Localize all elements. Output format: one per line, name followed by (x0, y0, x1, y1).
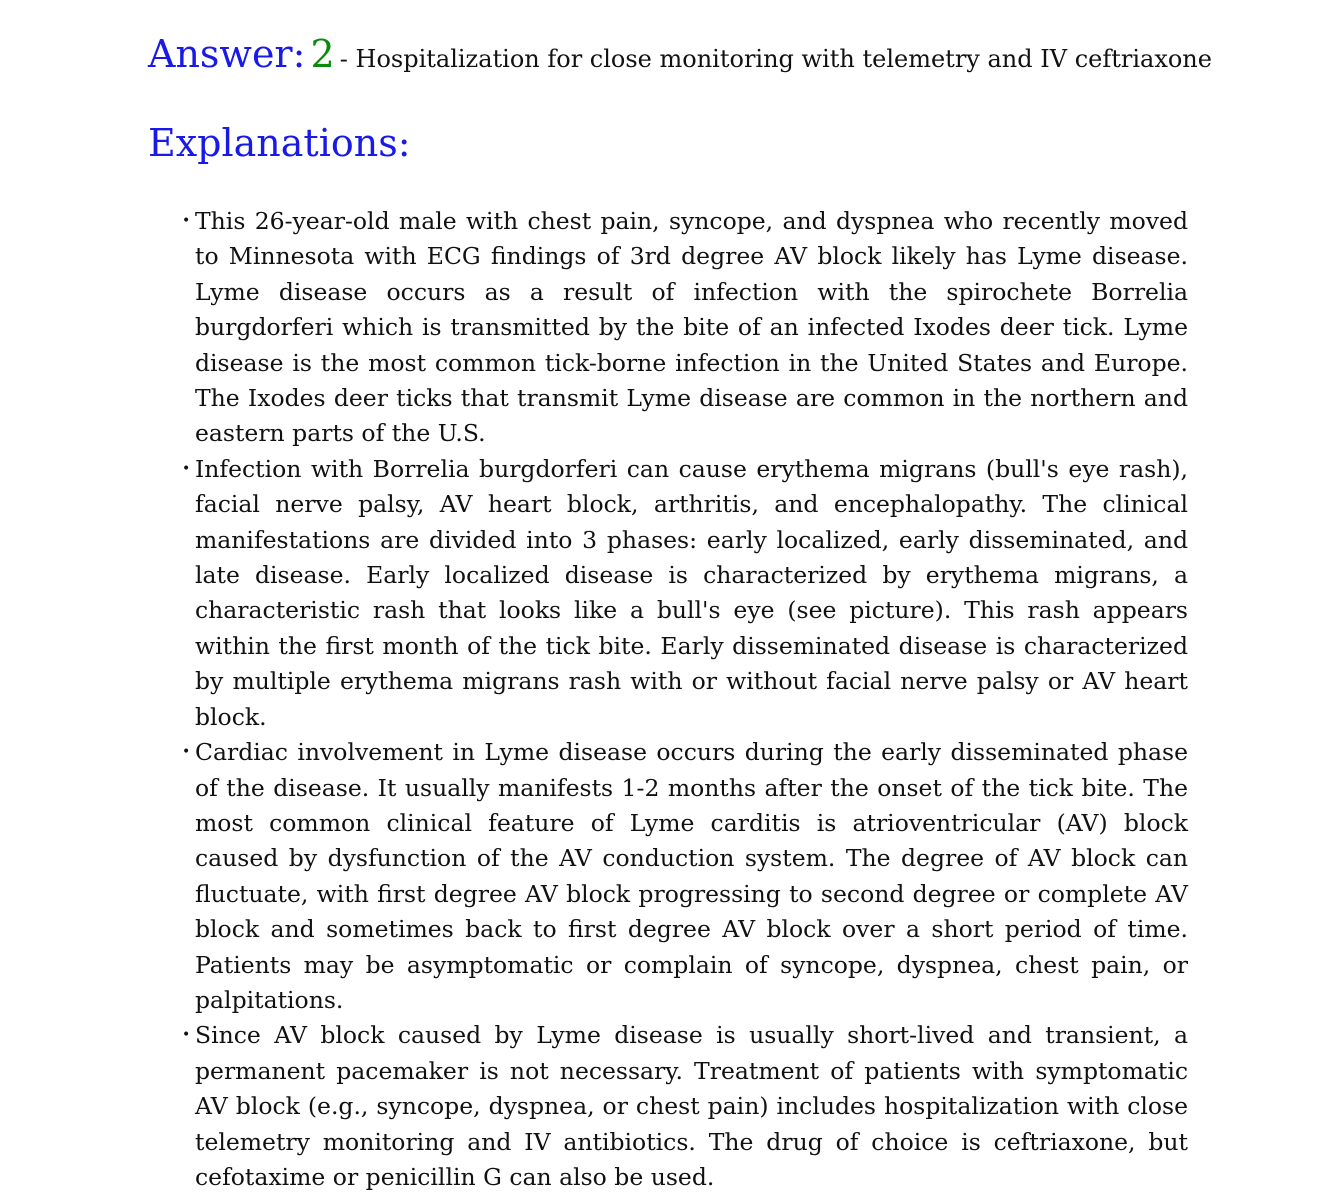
explanation-page (148, 28, 1212, 1195)
answer-text: - Hospitalization for close monitoring with telemetry and IV ceftriaxone (339, 45, 1212, 73)
bullet-dot-icon: • (182, 744, 191, 761)
explanation-item (182, 452, 1188, 735)
explanation-text: Since AV block caused by Lyme disease is usually short-lived and transient, a permanent pacemaker is not necessary. Treatment of patients with symptomatic AV block (e.g., syncope, dyspnea, or chest pain) includes hospitalization with close telemetry monitoring and IV antibiotics. The drug of choice is ceftriaxone, but cefotaxime or penicillin G can also be used. (195, 1021, 1188, 1191)
bullet-dot-icon: • (182, 460, 191, 477)
explanations-list (148, 204, 1188, 1195)
explanation-item (182, 1018, 1188, 1195)
explanation-text: Infection with Borrelia burgdorferi can cause erythema migrans (bull's eye rash), facial nerve palsy, AV heart block, arthritis, and encephalopathy. The clinical manifestations are divided into 3 phases: early localized, early disseminated, and late disease. Early localized disease is characterized by erythema migrans, a characteristic rash that looks like a bull's eye (see picture). This rash appears within the first month of the tick bite. Early disseminated disease is characterized by multiple erythema migrans rash with or without facial nerve palsy or AV heart block. (195, 454, 1188, 731)
answer-number: 2 (310, 32, 335, 76)
explanation-text: Cardiac involvement in Lyme disease occurs during the early disseminated phase of the disease. It usually manifests 1-2 months after the onset of the tick bite. The most common clinical feature of Lyme carditis is atrioventricular (AV) block caused by dysfunction of the AV conduction system. The degree of AV block can fluctuate, with first degree AV block progressing to second degree or complete AV block and sometimes back to first degree AV block over a short period of time. Patients may be asymptomatic or complain of syncope, dyspnea, chest pain, or palpitations. (195, 738, 1188, 1014)
explanations-heading: Explanations: (148, 121, 411, 165)
answer-label: Answer: (148, 32, 306, 76)
explanation-text: This 26-year-old male with chest pain, syncope, and dyspnea who recently moved to Minnesota with ECG findings of 3rd degree AV block likely has Lyme disease. Lyme disease occurs as a result of infection with the spirochete Borrelia burgdorferi which is transmitted by the bite of an infected Ixodes deer tick. Lyme disease is the most common tick-borne infection in the United States and Europe. The Ixodes deer ticks that transmit Lyme disease are common in the northern and eastern parts of the U.S. (195, 207, 1188, 448)
answer-line (148, 28, 1212, 88)
bullet-dot-icon: • (182, 1027, 191, 1044)
bullet-dot-icon: • (182, 213, 191, 229)
explanation-item (182, 204, 1188, 452)
explanation-item (182, 735, 1188, 1018)
